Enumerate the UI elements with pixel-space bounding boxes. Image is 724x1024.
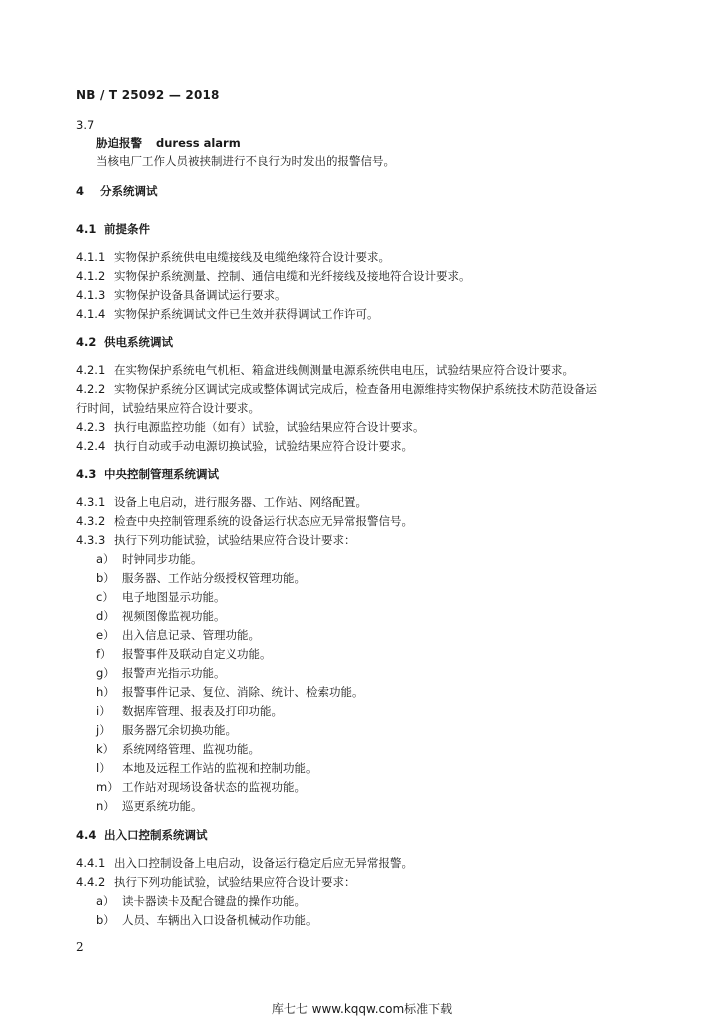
clause	[76, 363, 574, 377]
list-marker: a）	[96, 552, 115, 566]
list-marker: j）	[96, 723, 111, 737]
heading-title: 出入口控制系统调试	[104, 828, 208, 842]
clause	[76, 533, 356, 547]
list-text: 视频图像监视功能。	[122, 609, 226, 623]
list-text: 服务器、工作站分级授权管理功能。	[122, 571, 306, 585]
list-item	[96, 742, 260, 756]
section-heading	[76, 222, 150, 236]
section-heading	[76, 828, 208, 842]
list-marker: f）	[96, 647, 112, 661]
clause-number: 3.7	[76, 118, 95, 132]
clause-number: 4.1.1	[76, 250, 106, 264]
clause-text: 实物保护系统分区调试完成或整体调试完成后，检查备用电源维持实物保护系统技术防范设备运	[114, 382, 597, 396]
list-text: 读卡器读卡及配合键盘的操作功能。	[122, 894, 306, 908]
clause	[76, 875, 356, 889]
clause-text: 实物保护系统测量、控制、通信电缆和光纤接线及接地符合设计要求。	[114, 269, 471, 283]
list-item	[96, 571, 306, 585]
list-text: 报警事件记录、复位、消除、统计、检索功能。	[122, 685, 364, 699]
list-text: 巡更系统功能。	[122, 799, 203, 813]
heading-title: 供电系统调试	[104, 335, 173, 349]
page-number: 2	[76, 940, 84, 954]
clause-number: 4.3.1	[76, 495, 106, 509]
list-text: 系统网络管理、监视功能。	[122, 742, 260, 756]
clause	[76, 420, 425, 434]
heading-number: 4.4	[76, 828, 97, 842]
clause	[76, 856, 413, 870]
clause-text: 设备上电启动，进行服务器、工作站、网络配置。	[114, 495, 367, 509]
heading-number: 4.3	[76, 467, 97, 481]
list-item	[96, 723, 237, 737]
footer-watermark: 库七七 www.kqqw.com标准下载	[271, 1002, 453, 1016]
list-text: 电子地图显示功能。	[122, 590, 226, 604]
term-cn: 胁迫报警	[96, 136, 142, 150]
clause-number: 4.1.2	[76, 269, 106, 283]
clause	[76, 439, 413, 453]
term-definition: 当核电厂工作人员被挟制进行不良行为时发出的报警信号。	[96, 154, 395, 168]
clause	[76, 288, 287, 302]
clause	[76, 382, 597, 396]
list-item	[96, 552, 203, 566]
term-line	[96, 136, 241, 150]
term-en: duress alarm	[156, 136, 241, 150]
list-marker: a）	[96, 894, 115, 908]
clause-text: 执行电源监控功能（如有）试验，试验结果应符合设计要求。	[114, 420, 425, 434]
list-marker: n）	[96, 799, 115, 813]
list-item	[96, 704, 283, 718]
section-heading	[76, 335, 173, 349]
clause-number: 4.1.4	[76, 307, 106, 321]
clause-text: 出入口控制设备上电启动，设备运行稳定后应无异常报警。	[114, 856, 413, 870]
list-text: 人员、车辆出入口设备机械动作功能。	[122, 913, 318, 927]
clause	[76, 269, 471, 283]
clause	[76, 495, 367, 509]
clause-number: 4.2.3	[76, 420, 106, 434]
clause	[76, 307, 379, 321]
list-text: 服务器冗余切换功能。	[122, 723, 237, 737]
list-item	[96, 894, 306, 908]
list-marker: d）	[96, 609, 115, 623]
list-marker: b）	[96, 913, 115, 927]
list-item	[96, 647, 272, 661]
clause-number: 4.2.1	[76, 363, 106, 377]
list-item	[96, 590, 226, 604]
heading-number: 4.1	[76, 222, 97, 236]
list-marker: g）	[96, 666, 115, 680]
clause	[76, 250, 390, 264]
list-text: 时钟同步功能。	[122, 552, 203, 566]
list-marker: e）	[96, 628, 115, 642]
clause-text: 实物保护系统供电电缆接线及电缆绝缘符合设计要求。	[114, 250, 390, 264]
list-item	[96, 685, 364, 699]
list-text: 数据库管理、报表及打印功能。	[122, 704, 283, 718]
list-text: 报警事件及联动自定义功能。	[122, 647, 272, 661]
clause-text: 在实物保护系统电气机柜、箱盒进线侧测量电源系统供电电压，试验结果应符合设计要求。	[114, 363, 574, 377]
clause-number: 4.3.2	[76, 514, 106, 528]
clause-number: 4.3.3	[76, 533, 106, 547]
list-item	[96, 761, 318, 775]
heading-number: 4	[76, 184, 85, 198]
list-text: 工作站对现场设备状态的监视功能。	[122, 780, 306, 794]
clause-number: 4.1.3	[76, 288, 106, 302]
heading-title: 分系统调试	[100, 184, 158, 198]
clause-text: 检查中央控制管理系统的设备运行状态应无异常报警信号。	[114, 514, 413, 528]
clause-text: 执行下列功能试验，试验结果应符合设计要求：	[114, 533, 356, 547]
standard-code-header: NB / T 25092 — 2018	[76, 88, 220, 102]
list-item	[96, 799, 203, 813]
heading-title: 中央控制管理系统调试	[104, 467, 219, 481]
list-item	[96, 913, 318, 927]
clause-text: 执行自动或手动电源切换试验，试验结果应符合设计要求。	[114, 439, 413, 453]
list-marker: c）	[96, 590, 114, 604]
section-heading	[76, 467, 219, 481]
clause-number: 4.4.1	[76, 856, 106, 870]
list-marker: i）	[96, 704, 111, 718]
section-heading	[76, 184, 158, 198]
clause-continuation: 行时间，试验结果应符合设计要求。	[76, 401, 260, 415]
list-marker: l）	[96, 761, 111, 775]
list-item	[96, 780, 306, 794]
heading-number: 4.2	[76, 335, 97, 349]
list-marker: m）	[96, 780, 119, 794]
list-text: 报警声光指示功能。	[122, 666, 226, 680]
list-item	[96, 609, 226, 623]
clause	[76, 514, 413, 528]
clause-number: 4.2.4	[76, 439, 106, 453]
list-marker: k）	[96, 742, 115, 756]
clause-text: 实物保护系统调试文件已生效并获得调试工作许可。	[114, 307, 379, 321]
heading-title: 前提条件	[104, 222, 150, 236]
clause-text: 执行下列功能试验，试验结果应符合设计要求：	[114, 875, 356, 889]
list-marker: h）	[96, 685, 115, 699]
clause-number: 4.4.2	[76, 875, 106, 889]
list-item	[96, 628, 260, 642]
list-text: 本地及远程工作站的监视和控制功能。	[122, 761, 318, 775]
list-text: 出入信息记录、管理功能。	[122, 628, 260, 642]
list-marker: b）	[96, 571, 115, 585]
clause-text: 实物保护设备具备调试运行要求。	[114, 288, 287, 302]
list-item	[96, 666, 226, 680]
clause-number: 4.2.2	[76, 382, 106, 396]
